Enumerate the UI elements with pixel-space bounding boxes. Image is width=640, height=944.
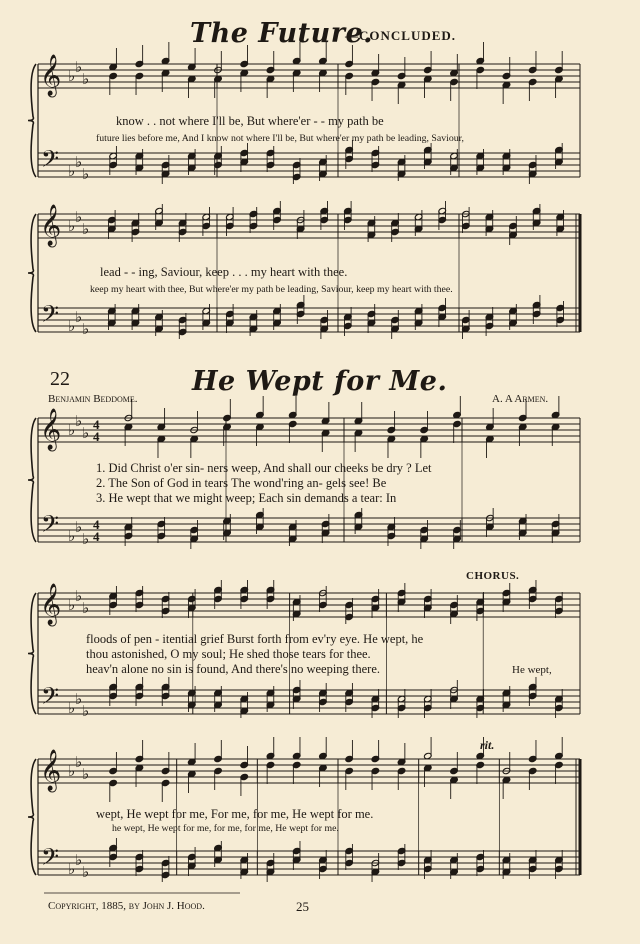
flat-sign: ♭ xyxy=(75,690,83,708)
flat-sign: ♭ xyxy=(68,421,76,439)
flat-sign: ♭ xyxy=(75,851,83,869)
flat-sign: ♭ xyxy=(68,527,76,545)
flat-sign: ♭ xyxy=(68,67,76,85)
flat-sign: ♭ xyxy=(82,765,90,783)
sys5-lyric-bass: he wept, He wept for me, for me, for me, He wept for me. xyxy=(112,823,339,834)
sys4-verse1: floods of pen - itential grief Burst forth from ev'ry eye. He wept, he xyxy=(86,632,424,646)
sys2-lyric: lead - - ing, Saviour, keep . . . my heart with thee. xyxy=(100,265,348,279)
flat-sign: ♭ xyxy=(82,599,90,617)
treble-clef: 𝄞 xyxy=(40,205,62,246)
flat-sign: ♭ xyxy=(68,596,76,614)
flat-sign: ♭ xyxy=(68,317,76,335)
flat-sign: ♭ xyxy=(68,217,76,235)
sys1-lyric-bass: future lies before me, And I know not where I'll be, But where'er my path be leading, Saviour, xyxy=(96,133,464,144)
sys1-lyric: know . . not where I'll be, But where'er - - my path be xyxy=(116,114,384,128)
flat-sign: ♭ xyxy=(75,153,83,171)
flat-sign: ♭ xyxy=(75,412,83,430)
system-brace xyxy=(28,759,36,875)
sys2-lyric-bass: keep my heart with thee, But where'er my path be leading, Saviour, keep my heart with thee. xyxy=(90,284,453,295)
hymn-number: 22 xyxy=(50,368,70,390)
treble-clef: 𝄞 xyxy=(40,55,62,96)
sys3-verse3: 3. He wept that we might weep; Each sin demands a tear: In xyxy=(96,491,397,505)
bass-clef: 𝄢 xyxy=(41,300,60,333)
flat-sign: ♭ xyxy=(75,753,83,771)
flat-sign: ♭ xyxy=(75,58,83,76)
hymn-author: Benjamin Beddome. xyxy=(48,393,138,405)
sys4-bass-text: He wept, xyxy=(512,664,552,676)
sys3-verse2: 2. The Son of God in tears The wond'ring an- gels see! Be xyxy=(96,476,387,490)
flat-sign: ♭ xyxy=(68,699,76,717)
flat-sign: ♭ xyxy=(82,424,90,442)
system-brace xyxy=(28,214,36,332)
sys5-lyric: wept, He wept for me, For me, for me, He wept for me. xyxy=(96,807,374,821)
bass-clef: 𝄢 xyxy=(41,510,60,543)
treble-clef: 𝄞 xyxy=(40,750,62,791)
copyright-note: Copyright, 1885, by John J. Hood. xyxy=(48,900,205,912)
flat-sign: ♭ xyxy=(75,518,83,536)
flat-sign: ♭ xyxy=(82,70,90,88)
flat-sign: ♭ xyxy=(75,308,83,326)
time-sig: 4 xyxy=(93,417,100,432)
flat-sign: ♭ xyxy=(82,165,90,183)
flat-sign: ♭ xyxy=(68,860,76,878)
sys4-verse3: heav'n alone no sin is found, And there's no weeping there. xyxy=(86,662,381,676)
flat-sign: ♭ xyxy=(68,762,76,780)
bass-clef: 𝄢 xyxy=(41,145,60,178)
flat-sign: ♭ xyxy=(82,220,90,238)
flat-sign: ♭ xyxy=(82,530,90,548)
system-brace xyxy=(28,593,36,714)
hymn-composer: A. A Armen. xyxy=(492,393,549,405)
chorus-label: CHORUS. xyxy=(466,570,520,582)
flat-sign: ♭ xyxy=(82,320,90,338)
time-sig: 4 xyxy=(93,429,100,444)
flat-sign: ♭ xyxy=(82,863,90,881)
flat-sign: ♭ xyxy=(75,208,83,226)
system-brace xyxy=(28,418,36,542)
flat-sign: ♭ xyxy=(68,162,76,180)
time-sig: 4 xyxy=(93,517,100,532)
treble-clef: 𝄞 xyxy=(40,584,62,625)
concluded-label: —CONCLUDED. xyxy=(345,28,457,43)
sys4-verse2: thou astonished, O my soul; He shed those tears for thee. xyxy=(86,647,371,661)
bass-clef: 𝄢 xyxy=(41,682,60,715)
flat-sign: ♭ xyxy=(75,587,83,605)
rit-marking: rit. xyxy=(480,738,495,752)
time-sig: 4 xyxy=(93,529,100,544)
hymn-title: He Wept for Me. xyxy=(192,366,448,397)
flat-sign: ♭ xyxy=(82,702,90,720)
page-number: 25 xyxy=(296,899,309,914)
system-brace xyxy=(28,64,36,177)
page-title-future: The Future. xyxy=(190,18,374,49)
bass-clef: 𝄢 xyxy=(41,843,60,876)
treble-clef: 𝄞 xyxy=(40,409,62,450)
sys3-verse1: 1. Did Christ o'er sin- ners weep, And shall our cheeks be dry ? Let xyxy=(96,461,432,475)
